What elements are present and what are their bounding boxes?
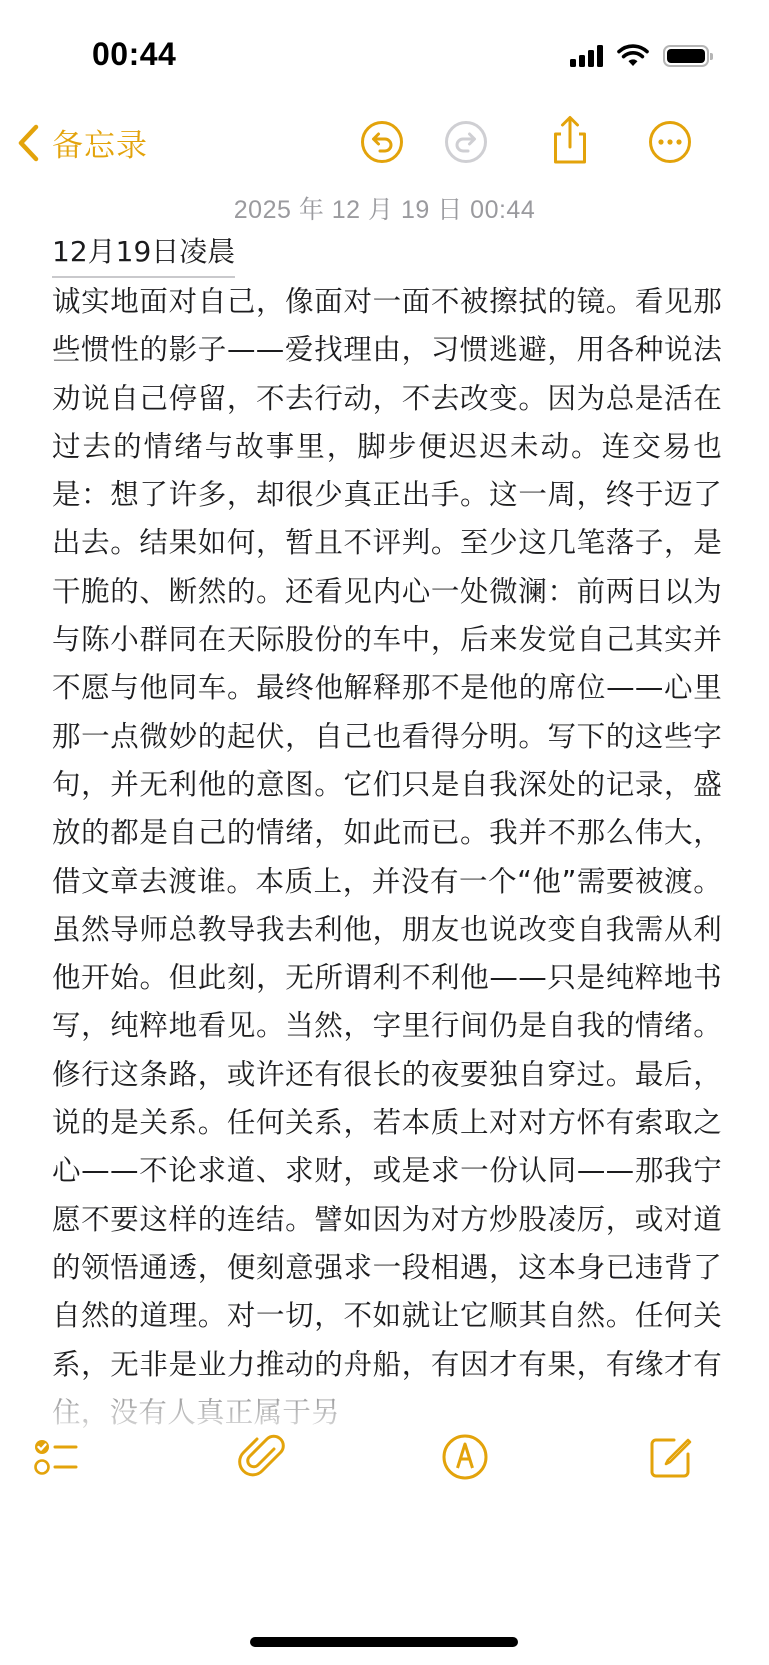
status-time: 00:44 [92, 36, 177, 72]
note-body: 诚实地面对自己，像面对一面不被擦拭的镜。看见那些惯性的影子——爱找理由，习惯逃避，用各种说法劝说自己停留，不去行动，不去改变。因为总是活在过去的情绪与故事里，脚步便迟迟未动。连交易也是：想了许多，却很少真正出手。这一周，终于迈了出去。结果如何，暂且不评判。至少这几笔落子，是干脆的、断然的。还看见内心一处微澜：前两日以为与陈小群同在天际股份的车中，后来发觉自己其实并不愿与他同车。最终他解释那不是他的席位——心里那一点微妙的起伏，自己也看得分明。写下的这些字句，并无利他的意图。它们只是自我深处的记录，盛放的都是自己的情绪，如此而已。我并不那么伟大，借文章去渡谁。本质上，并没有一个“他”需要被渡。虽然导师总教导我去利他，朋友也说改变自我需从利他开始。但此刻，无所谓利不利他——只是纯粹地书写，纯粹地看见。当然，字里行间仍是自我的情绪。修行这条路，或许还有很长的夜要独自穿过。最后，说的是关系。任何关系，若本质上对对方怀有索取之心——不论求道、求财，或是求一份认同——那我宁愿不要这样的连结。譬如因为对方炒股凌厉，或对道的领悟通透，便刻意强求一段相遇，这本身已违背了自然的道理。对一切，不如就让它顺其自然。任何关系，无非是业力推动的舟船，有因才有果，有缘才有 [52, 285, 722, 1381]
undo-icon[interactable] [358, 118, 406, 166]
back-label: 备忘录 [52, 128, 148, 164]
navigation-bar [0, 110, 769, 190]
note-title: 12月19日凌晨 [52, 228, 235, 278]
compose-icon[interactable] [644, 1430, 698, 1484]
status-icons [570, 44, 709, 68]
chevron-left-icon [16, 124, 40, 162]
markup-icon[interactable] [438, 1430, 492, 1484]
wifi-icon [617, 44, 649, 68]
back-button[interactable] [16, 120, 148, 165]
home-indicator[interactable] [250, 1637, 518, 1647]
note-content[interactable] [52, 228, 722, 1437]
status-bar [0, 0, 769, 110]
share-icon[interactable] [546, 114, 594, 166]
attachment-icon[interactable] [236, 1430, 290, 1484]
battery-icon [663, 45, 709, 67]
cellular-signal-icon [570, 45, 603, 67]
more-icon[interactable] [646, 118, 694, 166]
bottom-toolbar [0, 1430, 769, 1510]
redo-icon[interactable] [442, 118, 490, 166]
note-date: 2025 年 12 月 19 日 00:44 [233, 196, 536, 224]
checklist-icon[interactable] [28, 1430, 82, 1484]
